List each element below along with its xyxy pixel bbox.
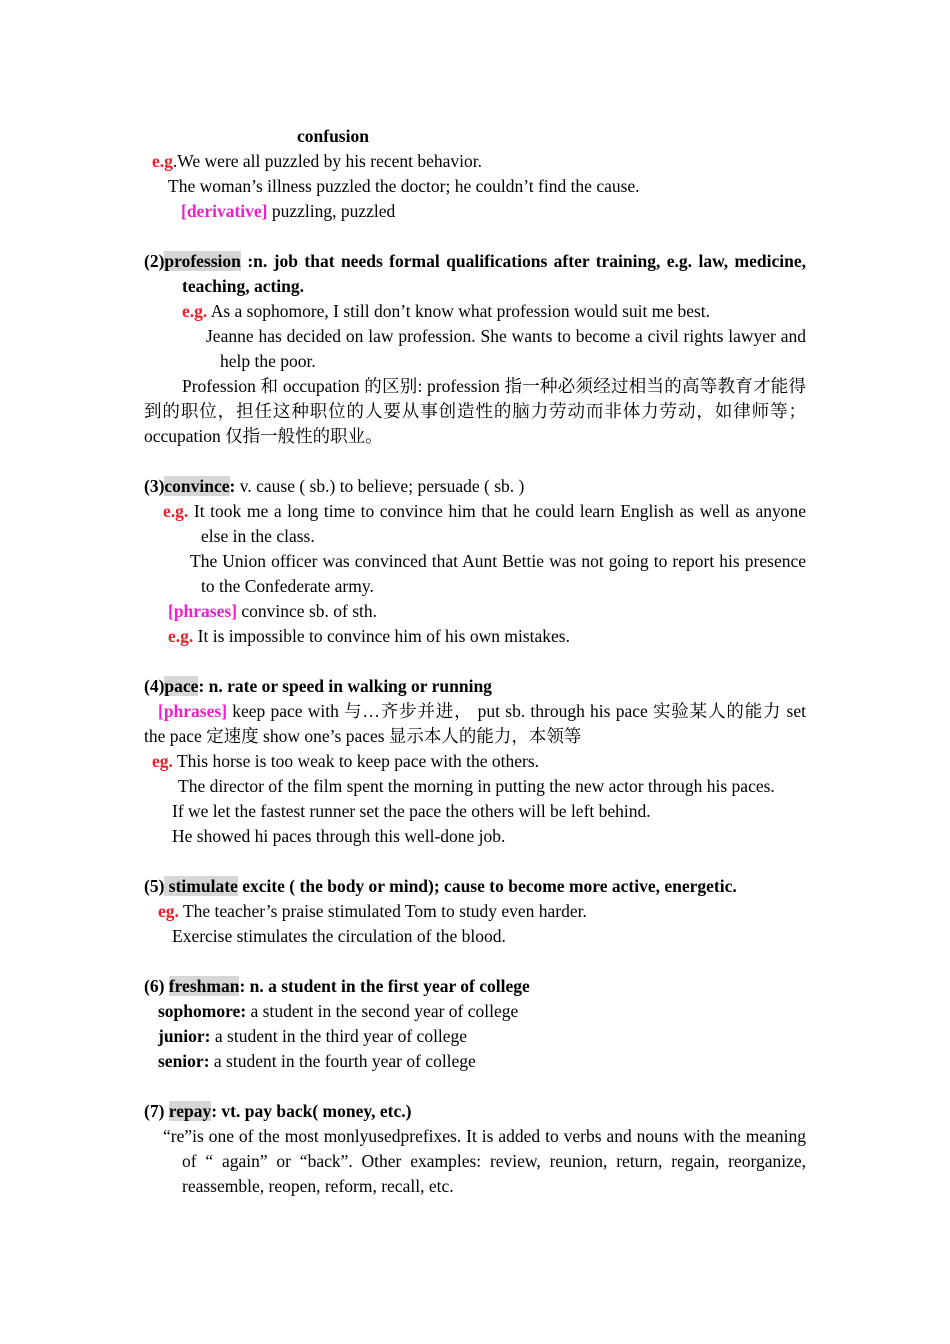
list-item: junior: a student in the third year of college bbox=[158, 1026, 468, 1046]
example-line: Exercise stimulates the circulation of the blood. bbox=[172, 926, 506, 946]
entry-repay: (7) repay: vt. pay back( money, etc.) bbox=[144, 1101, 412, 1121]
entry-heading-confusion: confusion bbox=[297, 126, 369, 146]
entry-stimulate: (5) stimulate excite ( the body or mind); cause to become more active, energetic. bbox=[144, 876, 737, 896]
derivative-label: [derivative] bbox=[181, 201, 268, 221]
headword-freshman: freshman bbox=[168, 976, 240, 996]
example-line: If we let the fastest runner set the pace the others will be left behind. bbox=[172, 801, 651, 821]
entry-pace: (4)pace: n. rate or speed in walking or running bbox=[144, 676, 492, 696]
entry-convince: (3)convince: v. cause ( sb.) to believe; persuade ( sb. ) bbox=[144, 476, 525, 496]
headword-pace: pace bbox=[164, 676, 199, 696]
eg-label: e.g. bbox=[163, 501, 189, 521]
list-item: sophomore: a student in the second year of college bbox=[158, 1001, 519, 1021]
eg-label: eg. bbox=[152, 751, 173, 771]
headword-stimulate: stimulate bbox=[164, 876, 238, 896]
usage-note: “re”is one of the most monlyusedprefixes. It is added to verbs and nouns with the meaning of “ again” or “back”. Other examples: review, reunion, return, regain, reorganize, reassemble, reopen, reform, recall, etc. bbox=[163, 1126, 806, 1196]
eg-label: e.g bbox=[152, 151, 173, 171]
eg-label: e.g. bbox=[168, 626, 194, 646]
document-page bbox=[144, 124, 806, 1199]
example-line: The director of the film spent the morning in putting the new actor through his paces. bbox=[178, 776, 775, 796]
list-item: senior: a student in the fourth year of college bbox=[158, 1051, 476, 1071]
usage-note: Profession 和 occupation 的区别: profession 指一种必须经过相当的高等教育才能得到的职位，担任这种职位的人要从事创造性的脑力劳动而非体力劳动，如律师等；occupation 仅指一般性的职业。 bbox=[144, 376, 806, 446]
headword-repay: repay bbox=[168, 1101, 212, 1121]
headword-convince: convince bbox=[164, 476, 230, 496]
eg-label: eg. bbox=[158, 901, 179, 921]
example-line: The Union officer was convinced that Aunt Bettie was not going to report his presence to the Confederate army. bbox=[190, 551, 806, 596]
example-line: eg. This horse is too weak to keep pace with the others. bbox=[152, 751, 540, 771]
phrases-label: [phrases] bbox=[168, 601, 238, 621]
example-line: eg. The teacher’s praise stimulated Tom to study even harder. bbox=[158, 901, 587, 921]
example-line: e.g. It took me a long time to convince him that he could learn English as well as anyone else in the class. bbox=[163, 501, 806, 546]
example-line: e.g.We were all puzzled by his recent behavior. bbox=[152, 151, 482, 171]
example-line: He showed hi paces through this well-done job. bbox=[172, 826, 506, 846]
phrases-label: [phrases] bbox=[158, 701, 228, 721]
entry-profession: (2)profession :n. job that needs formal qualifications after training, e.g. law, medicine, teaching, acting. bbox=[144, 251, 806, 296]
derivative-line: [derivative] puzzling, puzzled bbox=[181, 201, 396, 221]
phrases-line: [phrases] keep pace with 与…齐步并进， put sb. through his pace 实验某人的能力 set the pace 定速度 show one’s paces 显示本人的能力，本领等 bbox=[144, 701, 806, 746]
entry-freshman: (6) freshman: n. a student in the first year of college bbox=[144, 976, 530, 996]
headword-profession: profession bbox=[164, 251, 241, 271]
example-line: The woman’s illness puzzled the doctor; he couldn’t find the cause. bbox=[168, 176, 640, 196]
phrases-line: [phrases] convince sb. of sth. bbox=[168, 601, 378, 621]
eg-label: e.g. bbox=[182, 301, 208, 321]
example-line: e.g. As a sophomore, I still don’t know what profession would suit me best. bbox=[182, 301, 711, 321]
example-line: Jeanne has decided on law profession. She wants to become a civil rights lawyer and help the poor. bbox=[206, 326, 806, 371]
example-line: e.g. It is impossible to convince him of his own mistakes. bbox=[168, 626, 570, 646]
